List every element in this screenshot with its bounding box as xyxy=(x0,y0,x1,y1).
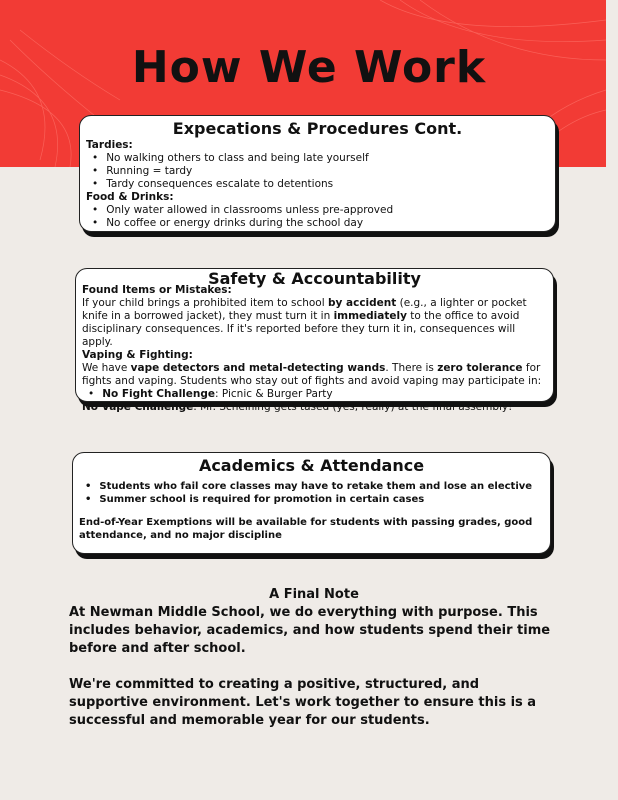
list-item: • Only water allowed in classrooms unless pre-approved xyxy=(92,204,549,217)
safety-card xyxy=(75,268,554,413)
list-item: • Summer school is required for promotion in certain cases xyxy=(85,493,544,506)
list-item: • No walking others to class and being late yourself xyxy=(92,152,549,165)
list-item: • Running = tardy xyxy=(92,165,549,178)
expectations-heading: Expecations & Procedures Cont. xyxy=(172,119,463,138)
food-label: Food & Drinks: xyxy=(86,191,174,203)
page-title: How We Work xyxy=(131,42,487,93)
final-heading: A Final Note xyxy=(269,587,359,602)
list-item: • No Fight Challenge: Picnic & Burger Party xyxy=(88,388,547,401)
found-label: Found Items or Mistakes: xyxy=(82,284,232,296)
vaping-paragraph: We have vape detectors and metal-detecting wands. There is zero tolerance for fights and vaping. Students who stay out of fights and avoid vaping may participate in: xyxy=(82,362,542,387)
safety-heading: Safety & Accountability xyxy=(208,269,421,288)
academics-card xyxy=(72,452,551,554)
vaping-label: Vaping & Fighting: xyxy=(82,349,193,361)
final-note xyxy=(69,586,559,730)
list-item: • Students who fail core classes may have to retake them and lose an elective xyxy=(85,480,544,493)
list-item: • Tardy consequences escalate to detentions xyxy=(92,178,549,191)
vape-challenge: No Vape Challenge: Mr. Scheihing gets tased (yes, really) at the final assembly! xyxy=(82,401,513,413)
final-paragraph: We're committed to creating a positive, structured, and supportive environment. Let's work together to ensure this is a successful and memorable year for our students. xyxy=(69,677,537,728)
expectations-card xyxy=(79,115,556,232)
academics-heading: Academics & Attendance xyxy=(198,456,425,475)
list-item: • No coffee or energy drinks during the school day xyxy=(92,217,549,230)
final-paragraph: At Newman Middle School, we do everything with purpose. This includes behavior, academics, and how students spend their time before and after school. xyxy=(69,605,551,656)
exemptions-note: End-of-Year Exemptions will be available for students with passing grades, good attendance, and no major discipline xyxy=(79,517,533,541)
tardies-label: Tardies: xyxy=(86,139,133,151)
found-paragraph: If your child brings a prohibited item to school by accident (e.g., a lighter or pocket knife in a borrowed jacket), they must turn it in immediately to the office to avoid disciplinary consequences. If it's reported before they turn it in, consequences will apply. xyxy=(82,297,527,348)
